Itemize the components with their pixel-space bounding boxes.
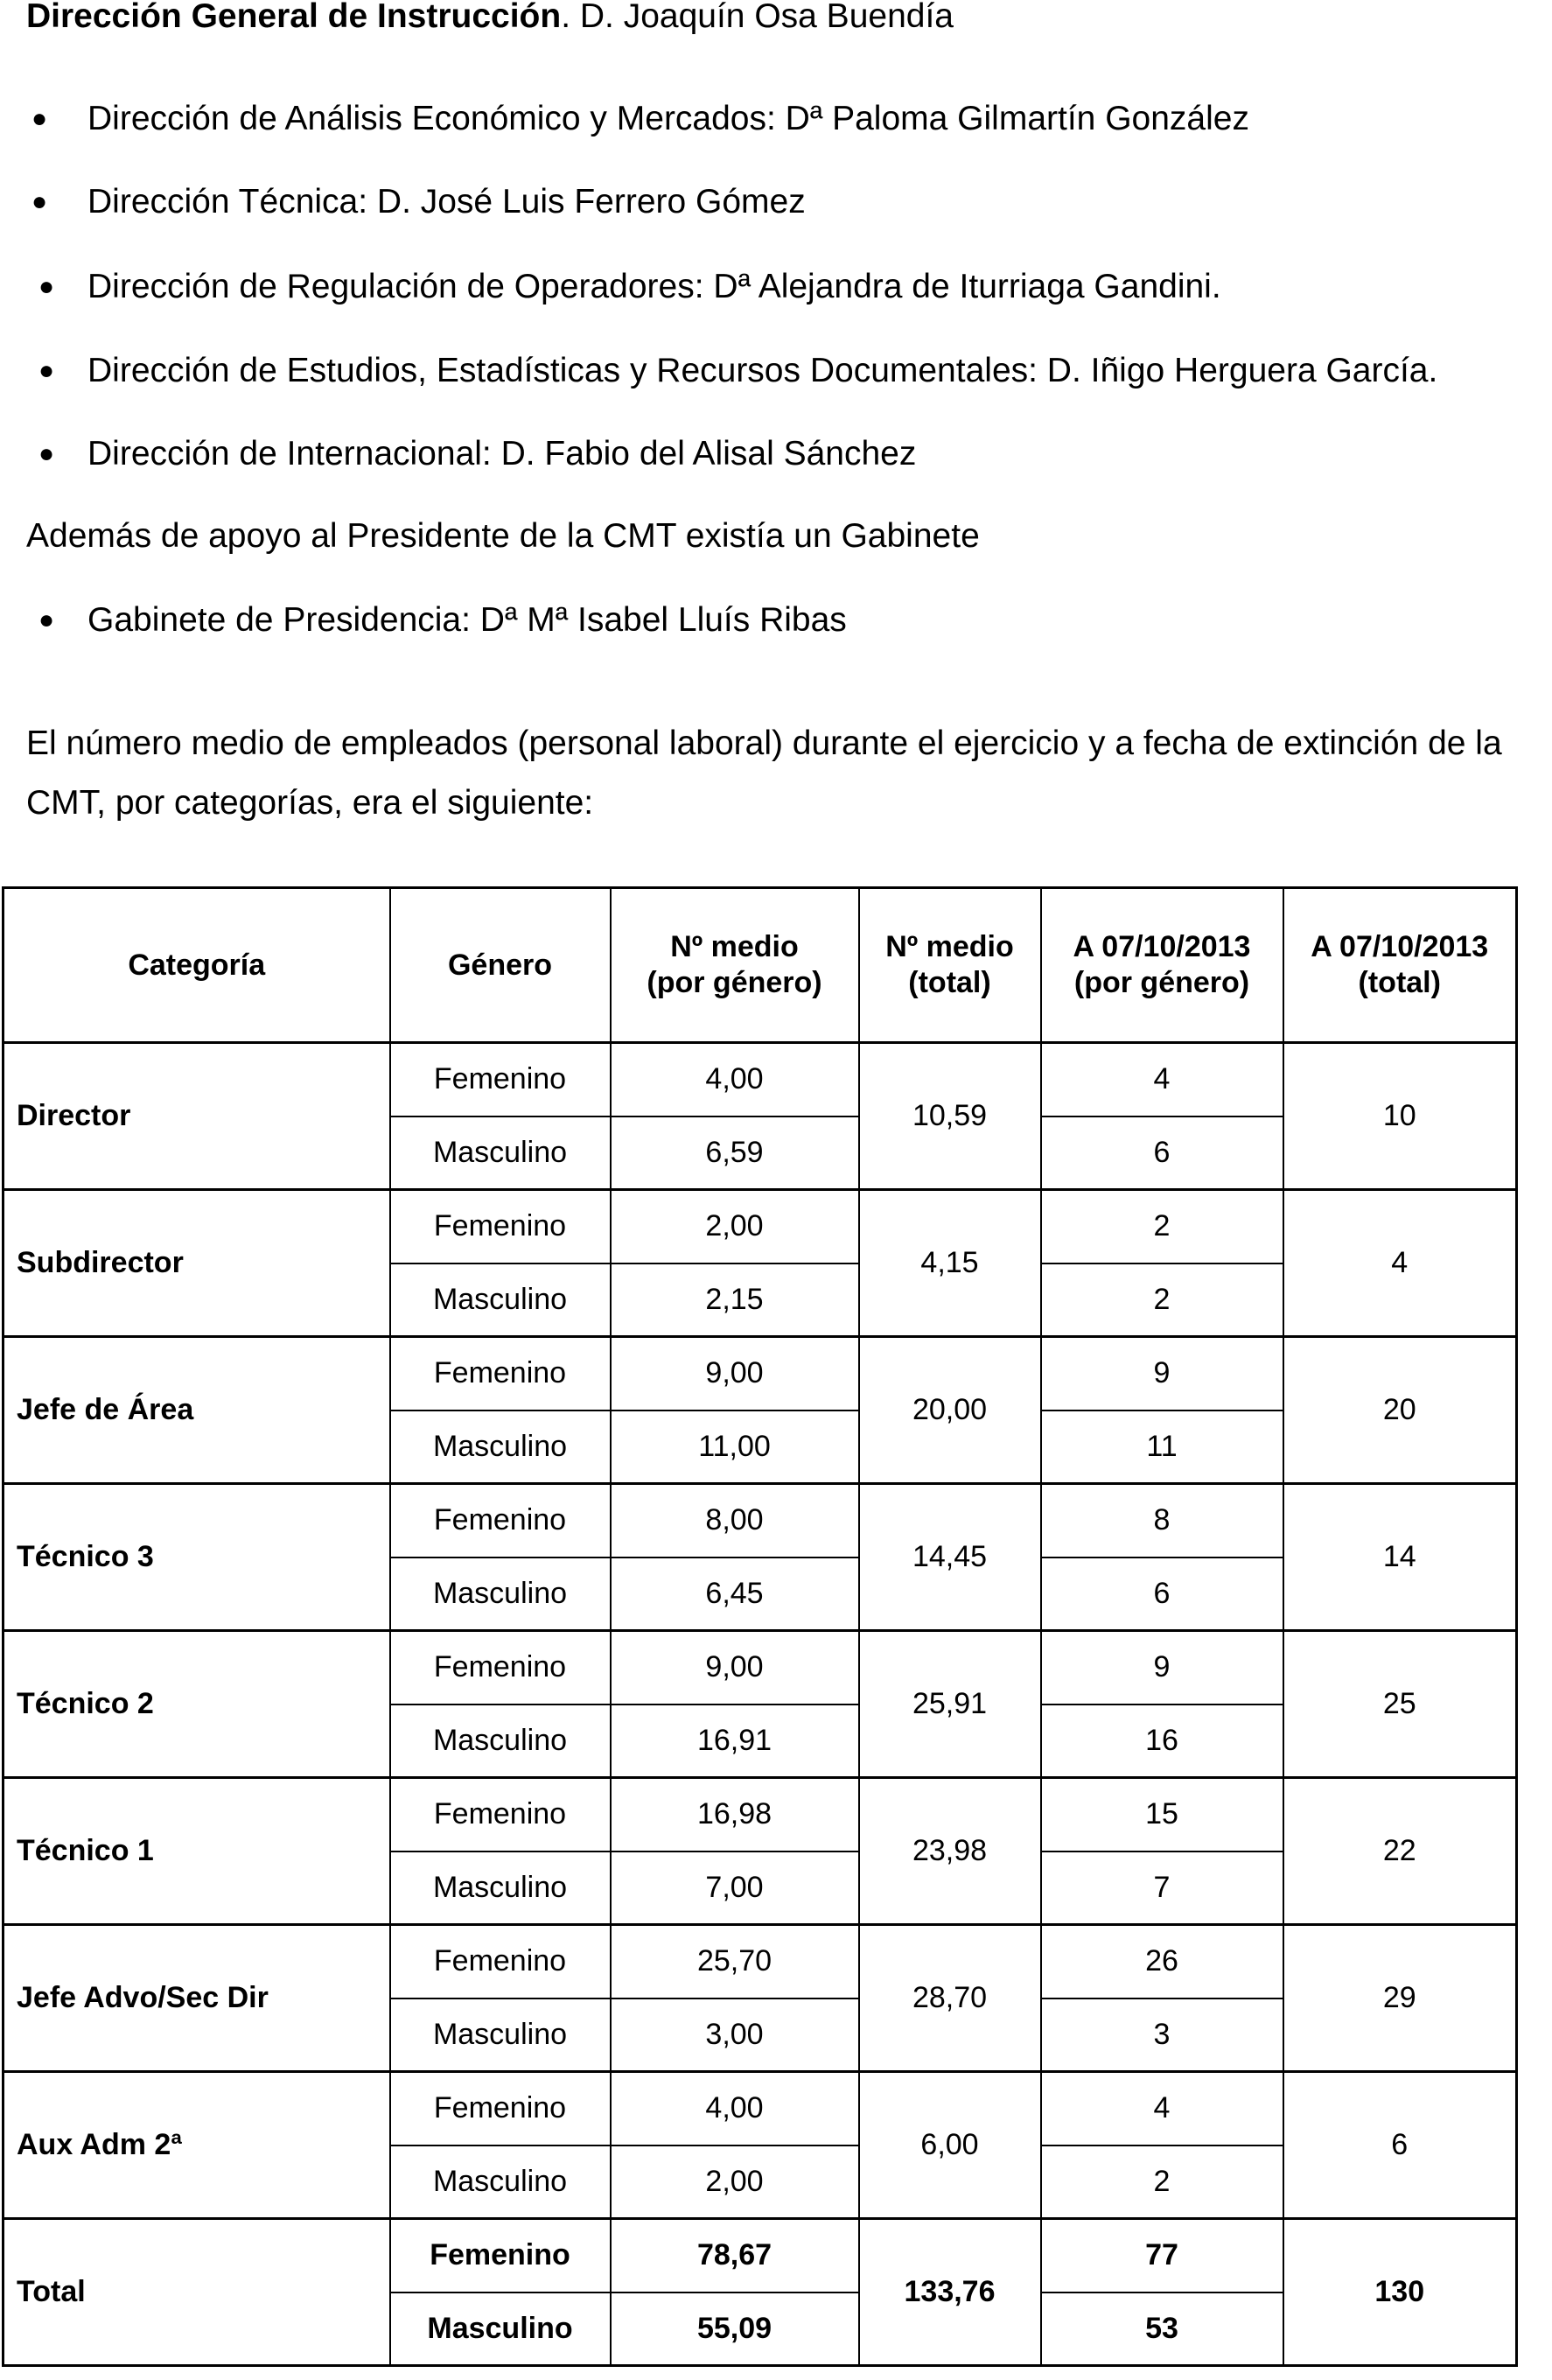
bullet-icon: ● — [38, 272, 55, 301]
avg-gender-cell: 2,00 — [611, 1190, 859, 1264]
paragraph-line-2: CMT, por categorías, era el siguiente: — [26, 784, 594, 822]
avg-total-cell: 133,76 — [859, 2219, 1041, 2366]
header-medio-genero: Nº medio (por género) — [611, 888, 859, 1043]
category-cell: Jefe de Área — [3, 1337, 390, 1484]
date-gender-cell: 6 — [1041, 1558, 1283, 1631]
avg-gender-cell: 78,67 — [611, 2219, 859, 2292]
bullet-icon: ● — [38, 439, 55, 468]
avg-total-cell: 20,00 — [859, 1337, 1041, 1484]
date-total-cell: 20 — [1283, 1337, 1517, 1484]
gender-cell: Masculino — [390, 1998, 611, 2072]
date-total-cell: 6 — [1283, 2072, 1517, 2219]
date-gender-cell: 9 — [1041, 1337, 1283, 1410]
gender-cell: Masculino — [390, 2292, 611, 2366]
bullet-icon: ● — [31, 187, 48, 216]
date-total-cell: 130 — [1283, 2219, 1517, 2366]
avg-gender-cell: 11,00 — [611, 1410, 859, 1484]
date-gender-cell: 7 — [1041, 1852, 1283, 1925]
table-row — [3, 1337, 1517, 1410]
date-gender-cell: 2 — [1041, 1190, 1283, 1264]
gender-cell: Femenino — [390, 1337, 611, 1410]
direction-item: Dirección Técnica: D. José Luis Ferrero Gómez — [87, 183, 806, 220]
date-total-cell: 10 — [1283, 1043, 1517, 1190]
category-cell: Subdirector — [3, 1190, 390, 1337]
category-cell: Técnico 1 — [3, 1778, 390, 1925]
staff-table — [2, 886, 1518, 2367]
date-gender-cell: 11 — [1041, 1410, 1283, 1484]
date-gender-cell: 9 — [1041, 1631, 1283, 1704]
avg-total-cell: 6,00 — [859, 2072, 1041, 2219]
instruction-heading-bold: Dirección General de Instrucción — [26, 0, 562, 35]
avg-gender-cell: 9,00 — [611, 1631, 859, 1704]
avg-total-cell: 23,98 — [859, 1778, 1041, 1925]
direction-item: Dirección de Internacional: D. Fabio del Alisal Sánchez — [87, 435, 917, 472]
table-row — [3, 1925, 1517, 1998]
date-gender-cell: 26 — [1041, 1925, 1283, 1998]
paragraph-line-1: El número medio de empleados (personal laboral) durante el ejercicio y a fecha de extinción de la — [26, 724, 1502, 762]
table-row — [3, 1778, 1517, 1852]
category-cell: Jefe Advo/Sec Dir — [3, 1925, 390, 2072]
avg-total-cell: 28,70 — [859, 1925, 1041, 2072]
gender-cell: Masculino — [390, 2146, 611, 2219]
date-gender-cell: 53 — [1041, 2292, 1283, 2366]
direction-item: Dirección de Estudios, Estadísticas y Recursos Documentales: D. Iñigo Herguera García. — [87, 352, 1438, 389]
avg-gender-cell: 9,00 — [611, 1337, 859, 1410]
date-gender-cell: 16 — [1041, 1704, 1283, 1778]
date-total-cell: 25 — [1283, 1631, 1517, 1778]
direction-item: Dirección de Análisis Económico y Mercados: Dª Paloma Gilmartín González — [87, 100, 1249, 137]
avg-gender-cell: 4,00 — [611, 1043, 859, 1116]
instruction-heading-rest: . D. Joaquín Osa Buendía — [561, 0, 954, 35]
table-row — [3, 1484, 1517, 1558]
date-gender-cell: 4 — [1041, 1043, 1283, 1116]
date-gender-cell: 2 — [1041, 1264, 1283, 1337]
date-gender-cell: 6 — [1041, 1116, 1283, 1190]
category-cell: Técnico 3 — [3, 1484, 390, 1631]
bullet-icon: ● — [38, 356, 55, 385]
gender-cell: Femenino — [390, 1631, 611, 1704]
gender-cell: Femenino — [390, 1190, 611, 1264]
gender-cell: Masculino — [390, 1264, 611, 1337]
gender-cell: Masculino — [390, 1852, 611, 1925]
date-gender-cell: 3 — [1041, 1998, 1283, 2072]
avg-gender-cell: 6,59 — [611, 1116, 859, 1190]
bullet-icon: ● — [38, 606, 55, 634]
avg-gender-cell: 3,00 — [611, 1998, 859, 2072]
table-row — [3, 1190, 1517, 1264]
table-body — [3, 1043, 1517, 2366]
gender-cell: Femenino — [390, 1043, 611, 1116]
header-fecha-genero: A 07/10/2013 (por género) — [1041, 888, 1283, 1043]
date-gender-cell: 8 — [1041, 1484, 1283, 1558]
avg-gender-cell: 8,00 — [611, 1484, 859, 1558]
avg-gender-cell: 16,98 — [611, 1778, 859, 1852]
table-row — [3, 1043, 1517, 1116]
table-row — [3, 1631, 1517, 1704]
category-cell: Director — [3, 1043, 390, 1190]
gender-cell: Femenino — [390, 2219, 611, 2292]
date-total-cell: 22 — [1283, 1778, 1517, 1925]
category-cell: Aux Adm 2ª — [3, 2072, 390, 2219]
date-total-cell: 29 — [1283, 1925, 1517, 2072]
table-header-row — [3, 888, 1517, 1043]
gender-cell: Femenino — [390, 1778, 611, 1852]
date-gender-cell: 77 — [1041, 2219, 1283, 2292]
cabinet-item: Gabinete de Presidencia: Dª Mª Isabel Lluís Ribas — [87, 601, 847, 639]
cabinet-intro: Además de apoyo al Presidente de la CMT existía un Gabinete — [26, 517, 980, 555]
header-genero: Género — [390, 888, 611, 1043]
gender-cell: Masculino — [390, 1116, 611, 1190]
gender-cell: Femenino — [390, 2072, 611, 2146]
gender-cell: Masculino — [390, 1410, 611, 1484]
header-medio-total: Nº medio (total) — [859, 888, 1041, 1043]
date-total-cell: 4 — [1283, 1190, 1517, 1337]
date-gender-cell: 4 — [1041, 2072, 1283, 2146]
avg-total-cell: 14,45 — [859, 1484, 1041, 1631]
avg-total-cell: 25,91 — [859, 1631, 1041, 1778]
avg-gender-cell: 16,91 — [611, 1704, 859, 1778]
total-label-cell: Total — [3, 2219, 390, 2366]
avg-gender-cell: 55,09 — [611, 2292, 859, 2366]
header-categoria: Categoría — [3, 888, 390, 1043]
gender-cell: Femenino — [390, 1484, 611, 1558]
avg-gender-cell: 2,15 — [611, 1264, 859, 1337]
table-row — [3, 2072, 1517, 2146]
avg-gender-cell: 7,00 — [611, 1852, 859, 1925]
bullet-icon: ● — [31, 104, 48, 133]
gender-cell: Masculino — [390, 1704, 611, 1778]
avg-gender-cell: 6,45 — [611, 1558, 859, 1631]
instruction-heading — [26, 0, 954, 37]
avg-total-cell: 4,15 — [859, 1190, 1041, 1337]
gender-cell: Femenino — [390, 1925, 611, 1998]
direction-item: Dirección de Regulación de Operadores: Dª Alejandra de Iturriaga Gandini. — [87, 268, 1221, 305]
date-gender-cell: 15 — [1041, 1778, 1283, 1852]
header-fecha-total: A 07/10/2013 (total) — [1283, 888, 1517, 1043]
avg-total-cell: 10,59 — [859, 1043, 1041, 1190]
total-row — [3, 2219, 1517, 2292]
gender-cell: Masculino — [390, 1558, 611, 1631]
avg-gender-cell: 2,00 — [611, 2146, 859, 2219]
date-gender-cell: 2 — [1041, 2146, 1283, 2219]
avg-gender-cell: 25,70 — [611, 1925, 859, 1998]
category-cell: Técnico 2 — [3, 1631, 390, 1778]
date-total-cell: 14 — [1283, 1484, 1517, 1631]
avg-gender-cell: 4,00 — [611, 2072, 859, 2146]
